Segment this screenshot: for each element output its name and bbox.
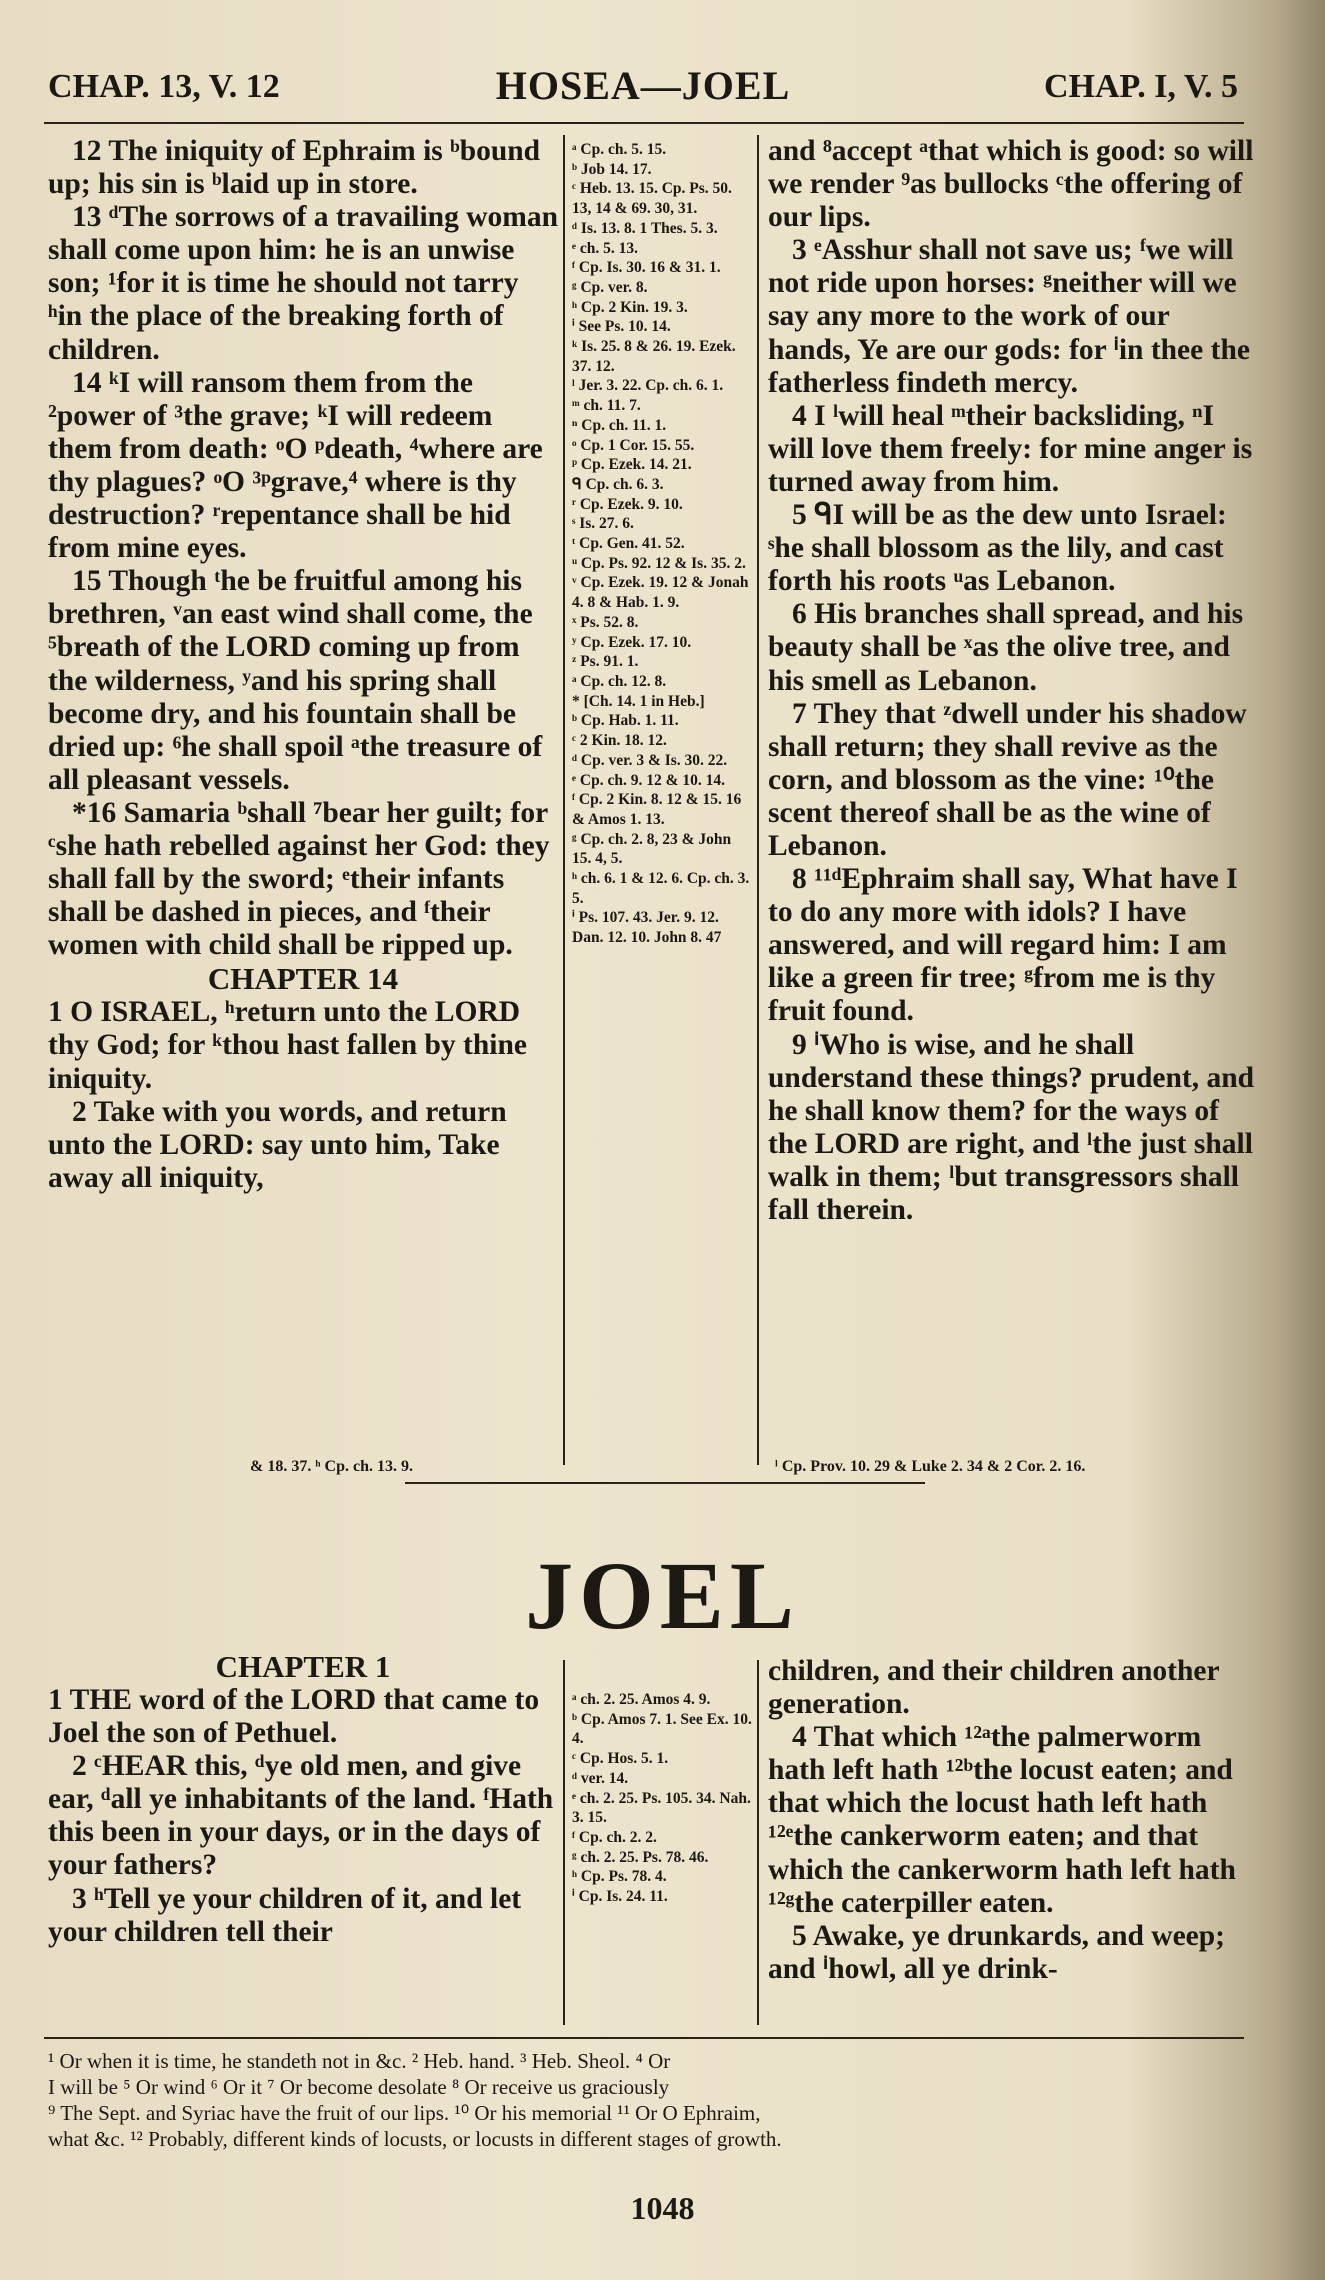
verse: 1 THE word of the LORD that came to Joel the son of Pethuel. <box>48 1684 540 1750</box>
cross-reference: ᵈ Cp. ver. 3 & Is. 30. 22. <box>572 751 728 769</box>
joel-margin-references <box>572 1690 752 1907</box>
verse: and ⁸accept ᵃthat which is good: so will we render ⁹as bullocks ᶜthe offering of our lips. <box>768 135 1254 234</box>
chapter-1-heading: CHAPTER 1 <box>215 1649 391 1684</box>
page-number: 1048 <box>630 2190 695 2226</box>
chapter-14-heading: CHAPTER 14 <box>207 961 399 997</box>
cross-reference: ʸ Cp. Ezek. 17. 10. <box>572 633 692 651</box>
verse: 15 Though ᵗhe be fruitful among his brethren, ᵛan east wind shall come, the ⁵breath of the LORD coming up from the wilderness, ʸand his spring shall become dry, and his fountain shall be dried up: ⁶he shall spoil ᵃthe treasure of all pleasant vessels. <box>48 565 543 796</box>
verse: 9 ⁱWho is wise, and he shall understand these things? prudent, and he shall know them? for the ways of the LORD are right, and ˡthe just shall walk in them; ˡbut transgressors shall fall therein. <box>768 1028 1255 1226</box>
hosea-column-3 <box>768 135 1258 1227</box>
cross-reference: ᵈ Is. 13. 8. 1 Thes. 5. 3. <box>572 219 718 237</box>
footnote-line: what &c. ¹² Probably, different kinds of locusts, or locusts in different stages of growth. <box>48 2127 782 2151</box>
verse: 5 ᑫI will be as the dew unto Israel: ˢhe shall blossom as the lily, and cast forth his roots ᵘas Lebanon. <box>768 499 1227 598</box>
cross-reference: ʰ Cp. Ps. 78. 4. <box>572 1868 667 1886</box>
cross-reference: ᶜ 2 Kin. 18. 12. <box>572 732 667 750</box>
hosea-column-1 <box>48 135 558 1195</box>
cross-reference: ᵃ Cp. ch. 12. 8. <box>572 672 667 690</box>
cross-reference: * [Ch. 14. 1 in Heb.] <box>572 692 705 710</box>
verse: 12 The iniquity of Ephraim is ᵇbound up; his sin is ᵇlaid up in store. <box>48 135 541 201</box>
cross-reference: ᵇ Cp. Hab. 1. 11. <box>572 712 679 730</box>
verse: 3 ᵉAsshur shall not save us; ᶠwe will not ride upon horses: ᵍneither will we say any more to the work of our hands, Ye are our gods: for ⁱin thee the fatherless findeth mercy. <box>768 234 1250 399</box>
footnotes <box>48 2048 1258 2152</box>
cross-reference: ⁿ Cp. ch. 11. 1. <box>572 416 667 434</box>
cross-reference: ᵏ Is. 25. 8 & 26. 19. Ezek. 37. 12. <box>572 338 736 375</box>
verse: 1 O ISRAEL, ʰreturn unto the LORD thy God; for ᵏthou hast fallen by thine iniquity. <box>48 996 527 1095</box>
verse: 2 ᶜHEAR this, ᵈye old men, and give ear, ᵈall ye inhabitants of the land. ᶠHath this been in your days, or in the days of your fathers? <box>48 1750 554 1882</box>
cross-reference: ᵇ Job 14. 17. <box>572 160 652 178</box>
cross-reference: ᶜ Heb. 13. 15. Cp. Ps. 50. 13, 14 & 69. 30, 31. <box>572 180 732 218</box>
column-divider <box>757 1660 759 2025</box>
verse: 14 ᵏI will ransom them from the ²power of ³the grave; ᵏI will redeem them from death: ᵒO ᵖdeath, ⁴where are thy plagues? ᵒO ³ᵖgrave,⁴ where is thy destruction? ʳrepentance shall be hid from mine eyes. <box>48 366 543 565</box>
cross-reference: ᶠ Cp. ch. 2. 2. <box>572 1828 657 1846</box>
column-divider <box>563 135 565 1465</box>
footnote-line: ¹ Or when it is time, he standeth not in &c. ² Heb. hand. ³ Heb. Sheol. ⁴ Or <box>48 2049 671 2073</box>
verse: 4 I ˡwill heal ᵐtheir backsliding, ⁿI will love them freely: for mine anger is turned away from him. <box>768 399 1253 498</box>
cross-reference: ᵐ ch. 11. 7. <box>572 397 641 415</box>
verse: 3 ʰTell ye your children of it, and let your children tell their <box>48 1882 522 1948</box>
column-divider <box>757 135 759 1465</box>
cross-reference: ᵃ Cp. ch. 5. 15. <box>572 141 667 158</box>
verse: *16 Samaria ᵇshall ⁷bear her guilt; for ᶜshe hath rebelled against her God: they shall fall by the sword; ᵉtheir infants shall be dashed in pieces, and ᶠtheir women with child shall be ripped up. <box>48 796 550 962</box>
cross-reference: ⁱ Cp. Is. 24. 11. <box>572 1888 668 1906</box>
cross-reference: ʰ Cp. 2 Kin. 19. 3. <box>572 298 688 316</box>
cross-reference: ˣ Ps. 52. 8. <box>572 613 639 631</box>
cross-reference: ᵒ Cp. 1 Cor. 15. 55. <box>572 436 695 454</box>
bottom-cross-reference: ˡ Cp. Prov. 10. 29 & Luke 2. 34 & 2 Cor. 2. 16. <box>775 1458 1086 1475</box>
verse: 5 Awake, ye drunkards, and weep; and ⁱhowl, all ye drink- <box>768 1919 1225 1985</box>
cross-reference: ᵇ Cp. Amos 7. 1. See Ex. 10. 4. <box>572 1710 752 1748</box>
footnote-rule <box>44 2037 1244 2039</box>
cross-reference: ᵗ Cp. Gen. 41. 52. <box>572 535 685 553</box>
cross-reference: ᵃ ch. 2. 25. Amos 4. 9. <box>572 1691 711 1708</box>
book-title-joel: JOEL <box>525 1542 800 1649</box>
cross-reference: ᵈ ver. 14. <box>572 1769 629 1787</box>
footnote-line: ⁹ The Sept. and Syriac have the fruit of our lips. ¹⁰ Or his memorial ¹¹ Or O Ephraim, <box>48 2101 761 2125</box>
joel-column-1 <box>48 1650 558 1949</box>
footnote-line: I will be ⁵ Or wind ⁶ Or it ⁷ Or become desolate ⁸ Or receive us graciously <box>48 2075 670 2099</box>
header-book-title: HOSEA—JOEL <box>495 63 791 108</box>
header-rule <box>44 122 1244 124</box>
bottom-cross-reference: & 18. 37. ʰ Cp. ch. 13. 9. <box>250 1458 413 1475</box>
cross-reference: ᵛ Cp. Ezek. 19. 12 & Jonah 4. 8 & Hab. 1. 9. <box>572 574 749 612</box>
cross-reference: ᵍ Cp. ch. 2. 8, 23 & John 15. 4, 5. <box>572 830 732 868</box>
verse: 4 That which ¹²ᵃthe palmerworm hath left hath ¹²ᵇthe locust eaten; and that which the locust hath left hath ¹²ᵉthe cankerworm eaten; and that which the cankerworm hath left hath ¹²ᵍthe caterpiller eaten. <box>768 1721 1236 1919</box>
book-separator-rule <box>405 1482 925 1484</box>
cross-reference: ⁱ Ps. 107. 43. Jer. 9. 12. Dan. 12. 10. John 8. 47 <box>572 909 722 947</box>
cross-reference: ʰ ch. 6. 1 & 12. 6. Cp. ch. 3. 5. <box>572 870 750 907</box>
cross-reference: ᵉ Cp. ch. 9. 12 & 10. 14. <box>572 771 725 789</box>
verse: 8 ¹¹ᵈEphraim shall say, What have I to do any more with idols? I have answered, and will regard him: I am like a green fir tree; ᵍfrom me is thy fruit found. <box>768 863 1238 1028</box>
cross-reference: ᶠ Cp. Is. 30. 16 & 31. 1. <box>572 259 721 277</box>
cross-reference: ᵉ ch. 5. 13. <box>572 239 639 257</box>
verse: 13 ᵈThe sorrows of a travailing woman shall come upon him: he is an unwise son; ¹for it is time he should not tarry ʰin the place of the breaking forth of children. <box>48 201 558 366</box>
cross-reference: ᶠ Cp. 2 Kin. 8. 12 & 15. 16 & Amos 1. 13. <box>572 791 742 828</box>
cross-reference: ⁱ See Ps. 10. 14. <box>572 318 671 336</box>
joel-column-3 <box>768 1655 1258 1986</box>
running-header <box>48 62 1238 122</box>
cross-reference: ˡ Jer. 3. 22. Cp. ch. 6. 1. <box>572 377 724 395</box>
cross-reference: ʳ Cp. Ezek. 9. 10. <box>572 495 683 513</box>
cross-reference: ᵍ Cp. ver. 8. <box>572 278 648 296</box>
verse: 7 They that ᶻdwell under his shadow shall return; they shall revive as the corn, and blossom as the vine: ¹⁰the scent thereof shall be as the wine of Lebanon. <box>768 697 1247 862</box>
column-divider <box>563 1660 565 2025</box>
cross-reference: ᑫ Cp. ch. 6. 3. <box>572 475 664 493</box>
cross-reference: ˢ Is. 27. 6. <box>572 515 634 533</box>
verse: 2 Take with you words, and return unto the LORD: say unto him, Take away all iniquity, <box>48 1095 507 1194</box>
header-chapter-right: CHAP. I, V. 5 <box>1044 68 1238 105</box>
cross-reference: ᵘ Cp. Ps. 92. 12 & Is. 35. 2. <box>572 554 746 572</box>
cross-reference: ᶻ Ps. 91. 1. <box>572 653 639 671</box>
cross-reference: ᶜ Cp. Hos. 5. 1. <box>572 1750 669 1768</box>
verse: 6 His branches shall spread, and his beauty shall be ˣas the olive tree, and his smell as Lebanon. <box>768 598 1244 697</box>
cross-reference: ᵍ ch. 2. 25. Ps. 78. 46. <box>572 1848 709 1866</box>
hosea-margin-references <box>572 140 752 948</box>
cross-reference: ᵖ Cp. Ezek. 14. 21. <box>572 456 692 474</box>
cross-reference: ᵉ ch. 2. 25. Ps. 105. 34. Nah. 3. 15. <box>572 1789 751 1827</box>
verse: children, and their children another generation. <box>768 1655 1220 1721</box>
header-chapter-left: CHAP. 13, V. 12 <box>48 68 280 105</box>
